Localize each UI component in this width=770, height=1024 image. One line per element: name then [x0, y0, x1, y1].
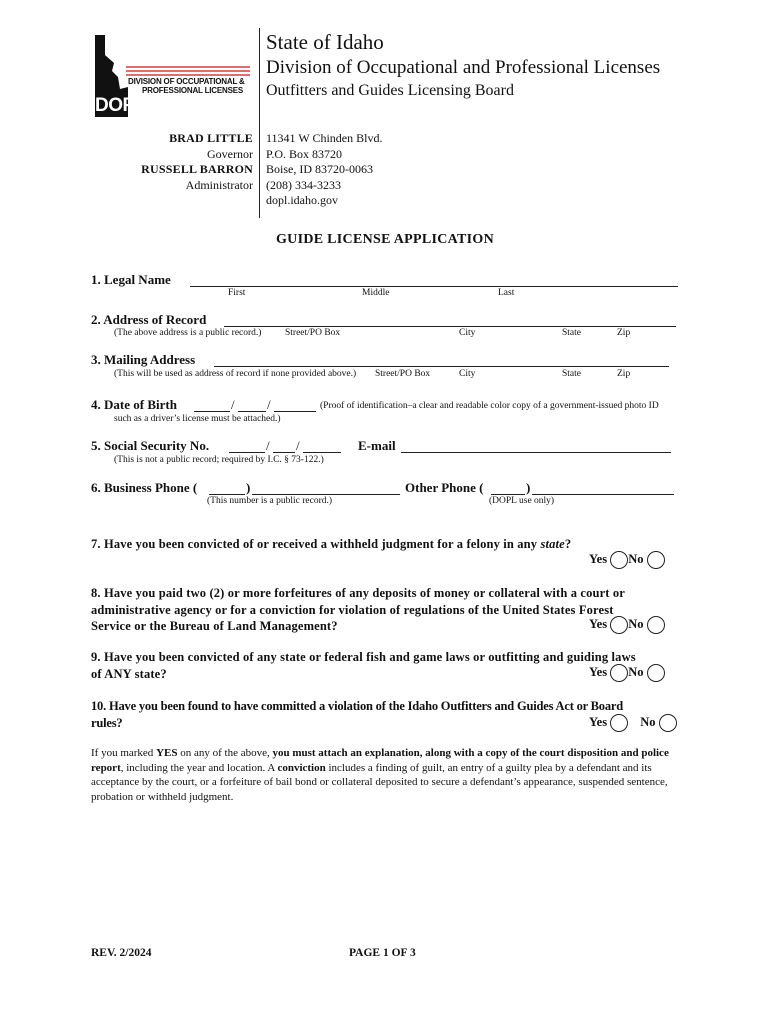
q8-no-radio[interactable] [647, 616, 665, 634]
dob-year-field[interactable] [274, 397, 316, 412]
q8-yes-no [589, 616, 665, 634]
other-phone-area-field[interactable] [491, 480, 525, 495]
instr-text-1: If you marked [91, 747, 157, 759]
question-8-line1: 8. Have you paid two (2) or more forfeitures of any deposits of money or collateral with a court or [91, 586, 625, 600]
dob-day-field[interactable] [238, 397, 266, 412]
dob-note-1: (Proof of identification–a clear and readable color copy of a government-issued photo ID [320, 401, 659, 411]
question-10 [91, 698, 623, 731]
address-record-street: Street/PO Box [285, 328, 341, 338]
question-7-text: 7. Have you been convicted of or received a withheld judgment for a felony in any [91, 537, 538, 551]
question-9 [91, 649, 636, 682]
instr-disposition: disposition and police report [91, 747, 669, 774]
ssn-part2-field[interactable] [273, 438, 295, 453]
instr-text-4: includes a finding of guilt, an entry of a guilty plea by a defendant and its acceptance by the court, or a forfeiture of bail bond or collateral deposited to secure a defendant’s appearance, suspended sentence, probation or withheld judgment. [91, 761, 668, 803]
form-title: GUIDE LICENSE APPLICATION [275, 232, 495, 247]
mailing-street: Street/PO Box [375, 369, 431, 379]
footer-revision: REV. 2/2024 [91, 947, 152, 959]
dob-slash-2: / [267, 397, 271, 412]
mailing-field[interactable] [214, 352, 669, 367]
mailing-zip: Zip [617, 369, 631, 379]
other-phone-field[interactable] [532, 480, 674, 495]
question-8 [91, 585, 625, 635]
address-street: 11341 W Chinden Blvd. [266, 131, 383, 145]
question-7-end: ? [564, 537, 572, 551]
ssn-part1-field[interactable] [229, 438, 265, 453]
mailing-city: City [459, 369, 476, 379]
header-board: Outfitters and Guides Licensing Board [266, 82, 514, 99]
q9-yes-label: Yes [589, 664, 608, 679]
email-field[interactable] [401, 438, 671, 453]
other-phone-note: (DOPL use only) [489, 496, 555, 506]
q10-no-label: No [640, 714, 656, 729]
question-9-line2: of ANY state? [91, 666, 167, 681]
q10-yes-label: Yes [589, 714, 608, 729]
q10-no-radio[interactable] [659, 714, 677, 732]
q9-yes-radio[interactable] [610, 664, 628, 682]
address-record-zip: Zip [617, 328, 631, 338]
header-state: State of Idaho [266, 30, 384, 54]
q7-yes-radio[interactable] [610, 551, 628, 569]
business-phone-area-field[interactable] [209, 480, 245, 495]
logo-acronym: DOPL [95, 95, 146, 116]
business-phone-note: (This number is a public record.) [207, 496, 333, 506]
address-record-state: State [562, 328, 581, 338]
q8-yes-label: Yes [589, 616, 608, 631]
q9-no-radio[interactable] [647, 664, 665, 682]
address-web: dopl.idaho.gov [266, 193, 338, 207]
instr-conviction: conviction [277, 761, 326, 774]
address-city: Boise, ID 83720-0063 [266, 162, 373, 176]
legal-name-label: 1. Legal Name [91, 272, 171, 287]
footer-page: PAGE 1 OF 3 [349, 947, 416, 959]
address-record-field[interactable] [224, 312, 676, 327]
question-9-line1: 9. Have you been convicted of any state or federal fish and game laws or outfitting and guiding laws [91, 650, 636, 664]
ssn-slash-1: / [266, 438, 270, 453]
ssn-slash-2: / [296, 438, 300, 453]
q7-no-label: No [628, 551, 644, 566]
admin-name: RUSSELL BARRON [141, 162, 253, 176]
instr-yes: YES [156, 747, 178, 759]
other-phone-label: Other Phone ( [405, 480, 484, 495]
q10-yes-no [589, 714, 677, 732]
logo-org-line1: DIVISION OF OCCUPATIONAL & [128, 77, 245, 86]
mailing-label: 3. Mailing Address [91, 352, 196, 367]
header-divider [259, 28, 260, 218]
legal-name-last: Last [498, 288, 515, 298]
question-10-line1: 10. Have you been found to have committed a violation of the Idaho Outfitters and Guides Act or Board [91, 699, 624, 713]
question-10-line2: rules? [91, 715, 123, 730]
dopl-logo [92, 33, 252, 119]
address-record-city: City [459, 328, 476, 338]
instr-attach: you must attach an explanation, along with a copy of the court [272, 747, 565, 759]
q7-yes-no [589, 551, 665, 569]
officials-block [100, 131, 253, 193]
ssn-part3-field[interactable] [303, 438, 341, 453]
governor-name: BRAD LITTLE [169, 131, 253, 145]
q9-no-label: No [628, 664, 644, 679]
q7-no-radio[interactable] [647, 551, 665, 569]
q7-yes-label: Yes [589, 551, 608, 566]
dob-month-field[interactable] [194, 397, 230, 412]
dob-slash-1: / [231, 397, 235, 412]
mailing-state: State [562, 369, 581, 379]
business-phone-label: 6. Business Phone ( [91, 480, 198, 495]
q10-yes-radio[interactable] [610, 714, 628, 732]
question-7-emphasis: state [540, 537, 565, 551]
email-label: E-mail [358, 438, 396, 453]
question-8-line3: Service or the Bureau of Land Management? [91, 619, 338, 633]
ssn-label: 5. Social Security No. [91, 438, 210, 453]
business-phone-paren: ) [246, 480, 251, 495]
instr-text-3: , including the year and location. A [120, 761, 278, 774]
question-7 [91, 536, 571, 553]
q8-no-label: No [628, 616, 644, 631]
dob-note-2: such as a driver’s license must be attached.) [114, 414, 281, 424]
legal-name-middle: Middle [362, 288, 390, 298]
address-record-note: (The above address is a public record.) [114, 328, 262, 338]
address-po: P.O. Box 83720 [266, 146, 343, 161]
other-phone-paren: ) [526, 480, 531, 495]
address-phone: (208) 334-3233 [266, 177, 341, 192]
instr-text-2: on any of the above, [177, 747, 273, 759]
logo-org-line2: PROFESSIONAL LICENSES [142, 86, 244, 95]
business-phone-field[interactable] [252, 480, 400, 495]
instructions-paragraph [91, 746, 691, 804]
q9-yes-no [589, 664, 665, 682]
legal-name-first: First [228, 288, 246, 298]
governor-title: Governor [207, 146, 253, 161]
legal-name-field[interactable] [190, 272, 678, 287]
address-record-label: 2. Address of Record [91, 312, 207, 327]
dob-label: 4. Date of Birth [91, 397, 177, 412]
mailing-note: (This will be used as address of record if none provided above.) [114, 369, 357, 379]
address-block [266, 131, 382, 209]
header-division: Division of Occupational and Professional Licenses [266, 57, 661, 78]
q8-yes-radio[interactable] [610, 616, 628, 634]
ssn-note: (This is not a public record; required by I.C. § 73-122.) [114, 455, 324, 465]
question-8-line2: administrative agency or for a conviction for violation of regulations of the United States Forest [91, 602, 614, 617]
admin-title: Administrator [185, 177, 253, 192]
